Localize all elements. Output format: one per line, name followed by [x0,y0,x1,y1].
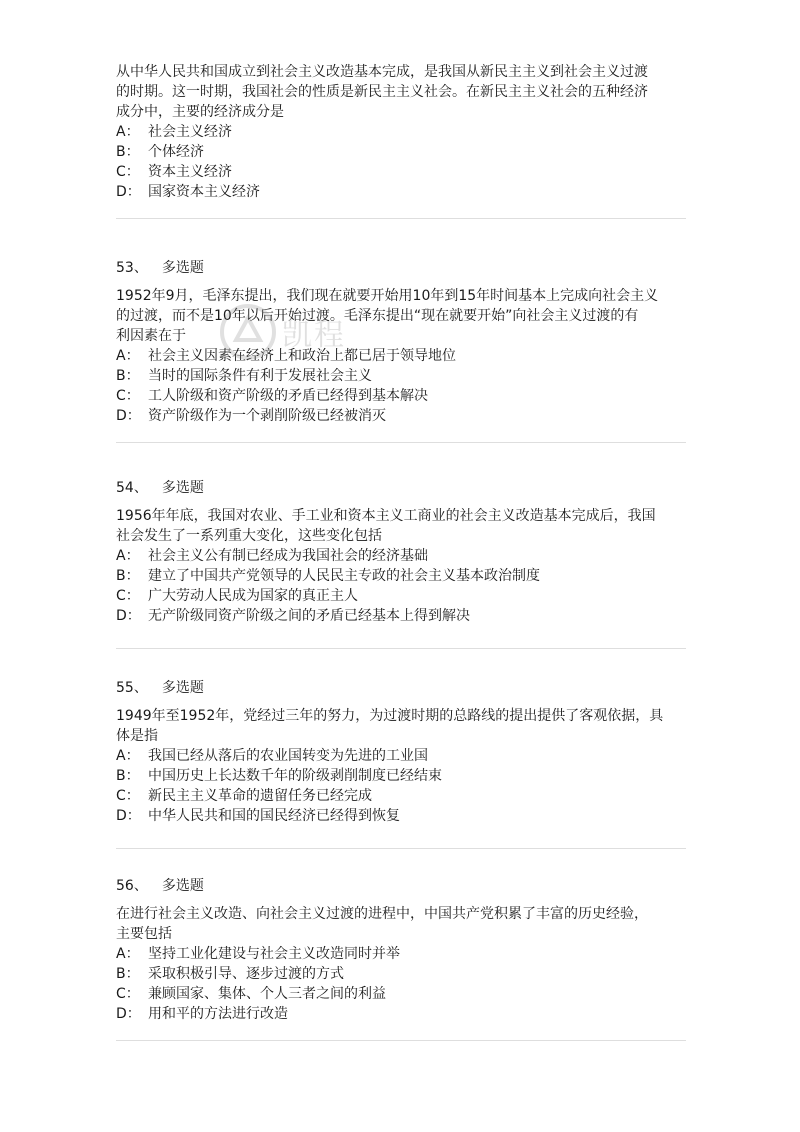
option-text: 新民主主义革命的遗留任务已经完成 [148,788,372,804]
question-type: 多选题 [161,260,204,276]
question-stem [116,706,686,746]
option-letter: D： [116,1006,141,1022]
question-number: 56、 [116,878,148,894]
option-letter: B： [116,144,140,160]
stem-line: 体是指 [116,728,158,744]
option-text: 坚持工业化建设与社会主义改造同时并举 [148,946,400,962]
stem-line: 1956年年底，我国对农业、手工业和资本主义工商业的社会主义改造基本完成后，我国 [116,508,656,524]
option-text: 建立了中国共产党领导的人民民主专政的社会主义基本政治制度 [148,568,540,584]
option-b[interactable] [116,566,686,586]
option-text: 当时的国际条件有利于发展社会主义 [148,368,372,384]
option-text: 兼顾国家、集体、个人三者之间的利益 [148,986,386,1002]
option-letter: D： [116,608,141,624]
option-text: 国家资本主义经济 [148,184,260,200]
option-letter: C： [116,588,140,604]
stem-line: 从中华人民共和国成立到社会主义改造基本完成，是我国从新民主主义到社会主义过渡 [116,64,648,80]
option-letter: D： [116,408,141,424]
option-text: 个体经济 [148,144,204,160]
option-d[interactable] [116,606,686,626]
option-letter: A： [116,548,140,564]
question-54 [116,478,686,649]
option-letter: D： [116,808,141,824]
option-c[interactable] [116,386,686,406]
question-stem [116,506,686,546]
option-b[interactable] [116,142,686,162]
option-letter: A： [116,348,140,364]
option-list [116,944,686,1024]
option-text: 中国历史上长达数千年的阶级剥削制度已经结束 [148,768,442,784]
option-b[interactable] [116,964,686,984]
question-header [116,678,686,698]
option-letter: A： [116,124,140,140]
option-text: 无产阶级同资产阶级之间的矛盾已经基本上得到解决 [148,608,470,624]
option-letter: C： [116,788,140,804]
question-56 [116,876,686,1041]
option-text: 工人阶级和资产阶级的矛盾已经得到基本解决 [148,388,428,404]
option-list [116,346,686,426]
question-53 [116,258,686,443]
option-b[interactable] [116,366,686,386]
section-divider [116,1040,686,1041]
option-text: 用和平的方法进行改造 [148,1006,288,1022]
watermark-text: 凯程 [282,318,346,353]
question-header [116,478,686,498]
option-a[interactable] [116,346,686,366]
option-d[interactable] [116,182,686,202]
option-letter: C： [116,164,140,180]
option-d[interactable] [116,806,686,826]
stem-line: 主要包括 [116,926,172,942]
option-text: 社会主义经济 [148,124,232,140]
stem-line: 在进行社会主义改造、向社会主义过渡的进程中，中国共产党积累了丰富的历史经验， [116,906,648,922]
question-number: 54、 [116,480,148,496]
question-55 [116,678,686,849]
stem-line: 1949年至1952年，党经过三年的努力，为过渡时期的总路线的提出提供了客观依据，具 [116,708,664,724]
option-c[interactable] [116,586,686,606]
question-number: 55、 [116,680,148,696]
option-letter: C： [116,388,140,404]
option-letter: B： [116,568,140,584]
option-a[interactable] [116,746,686,766]
option-text: 资本主义经济 [148,164,232,180]
section-divider [116,848,686,849]
option-letter: D： [116,184,141,200]
option-d[interactable] [116,1004,686,1024]
section-divider [116,218,686,219]
option-letter: B： [116,768,140,784]
question-stem [116,62,686,122]
option-text: 资产阶级作为一个剥削阶级已经被消灭 [148,408,386,424]
stem-line: 社会发生了一系列重大变化，这些变化包括 [116,528,382,544]
question-type: 多选题 [161,680,204,696]
option-c[interactable] [116,786,686,806]
question-number: 53、 [116,260,148,276]
question-header [116,258,686,278]
question-stem [116,286,686,346]
option-text: 社会主义公有制已经成为我国社会的经济基础 [148,548,428,564]
section-divider [116,648,686,649]
option-text: 中华人民共和国的国民经济已经得到恢复 [148,808,400,824]
option-text: 我国已经从落后的农业国转变为先进的工业国 [148,748,428,764]
option-letter: B： [116,966,140,982]
stem-line: 的时期。这一时期，我国社会的性质是新民主主义社会。在新民主主义社会的五种经济 [116,84,648,100]
question-52-continuation [116,62,686,219]
option-letter: C： [116,986,140,1002]
option-d[interactable] [116,406,686,426]
option-text: 采取积极引导、逐步过渡的方式 [148,966,344,982]
option-c[interactable] [116,984,686,1004]
option-a[interactable] [116,122,686,142]
option-list [116,122,686,202]
option-text: 社会主义因素在经济上和政治上都已居于领导地位 [148,348,456,364]
option-a[interactable] [116,944,686,964]
option-list [116,546,686,626]
option-letter: A： [116,748,140,764]
stem-line: 利因素在于 [116,328,186,344]
question-type: 多选题 [161,480,204,496]
stem-line: 的过渡，而不是10年以后开始过渡。毛泽东提出“现在就要开始”向社会主义过渡的有 [116,308,639,324]
question-type: 多选题 [161,878,204,894]
option-letter: A： [116,946,140,962]
question-stem [116,904,686,944]
option-text: 广大劳动人民成为国家的真正主人 [148,588,358,604]
question-header [116,876,686,896]
option-b[interactable] [116,766,686,786]
stem-line: 1952年9月，毛泽东提出，我们现在就要开始用10年到15年时间基本上完成向社会主义 [116,288,659,304]
stem-line: 成分中，主要的经济成分是 [116,104,284,120]
option-a[interactable] [116,546,686,566]
option-list [116,746,686,826]
option-letter: B： [116,368,140,384]
section-divider [116,442,686,443]
option-c[interactable] [116,162,686,182]
